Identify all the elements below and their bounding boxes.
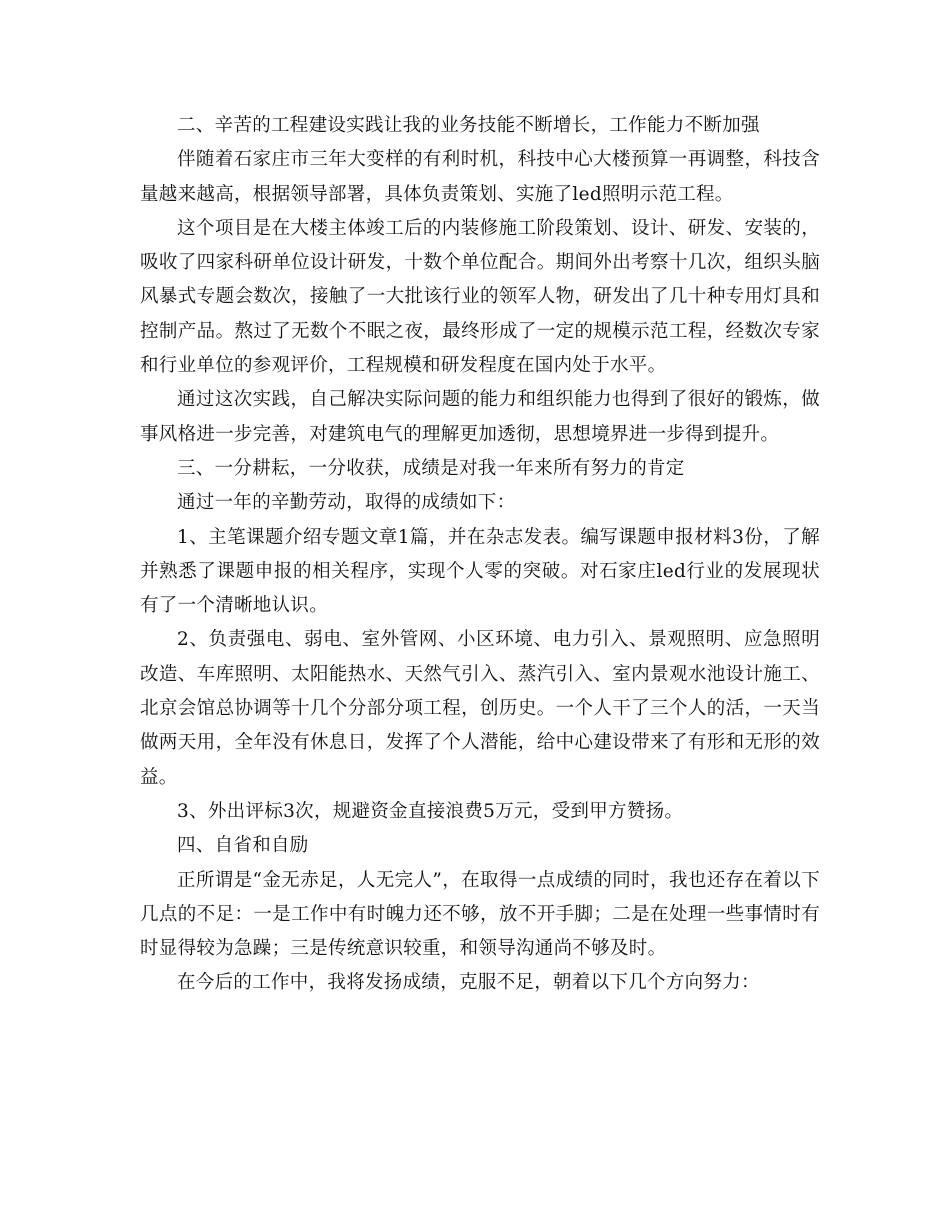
document-page (140, 109, 820, 1001)
section-heading-3: 三、一分耕耘，一分收获，成绩是对我一年来所有努力的肯定 (177, 457, 685, 479)
paragraph-led-project-intro: 伴随着石家庄市三年大变样的有利时机，科技中心大楼预算一再调整，科技含量越来越高，根据领导部署，具体负责策划、实施了led照明示范工程。 (140, 149, 820, 205)
section-heading-2: 二、辛苦的工程建设实践让我的业务技能不断增长，工作能力不断加强 (177, 115, 760, 136)
achievement-item-2: 2、负责强电、弱电、室外管网、小区环境、电力引入、景观照明、应急照明改造、车库照明、太阳能热水、天然气引入、蒸汽引入、室内景观水池设计施工、北京会馆总协调等十几个分部分项工程，创历史。一个人干了三个人的活，一天当做两天用，全年没有休息日，发挥了个人潜能，给中心建设带来了有形和无形的效益。 (140, 629, 820, 788)
paragraph-practice-gains: 通过这次实践，自己解决实际问题的能力和组织能力也得到了很好的锻炼，做事风格进一步完善，对建筑电气的理解更加透彻，思想境界进一步得到提升。 (140, 389, 820, 445)
paragraph-project-details: 这个项目是在大楼主体竣工后的内装修施工阶段策划、设计、研发、安装的，吸收了四家科研单位设计研发，十数个单位配合。期间外出考察十几次，组织头脑风暴式专题会数次，接触了一大批该行业的领军人物，研发出了几十种专用灯具和控制产品。熬过了无数个不眠之夜，最终形成了一定的规模示范工程，经数次专家和行业单位的参观评价，工程规模和研发程度在国内处于水平。 (140, 217, 820, 377)
achievement-item-3: 3、外出评标3次，规避资金直接浪费5万元，受到甲方赞扬。 (177, 800, 684, 822)
paragraph-shortcomings: 正所谓是“金无赤足，人无完人”，在取得一点成绩的同时，我也还存在着以下几点的不足：一是工作中有时魄力还不够，放不开手脚；二是在处理一些事情时有时显得较为急躁；三是传统意识较重，和领导沟通尚不够及时。 (140, 869, 820, 960)
paragraph-achievements-intro: 通过一年的辛勤劳动，取得的成绩如下： (177, 492, 516, 514)
section-heading-4: 四、自省和自励 (177, 835, 309, 857)
paragraph-future-direction: 在今后的工作中，我将发扬成绩，克服不足，朝着以下几个方向努力： (177, 972, 760, 994)
achievement-item-1: 1、主笔课题介绍专题文章1篇，并在杂志发表。编写课题申报材料3份，了解并熟悉了课题申报的相关程序，实现个人零的突破。对石家庄led行业的发展现状有了一个清晰地认识。 (140, 526, 820, 617)
